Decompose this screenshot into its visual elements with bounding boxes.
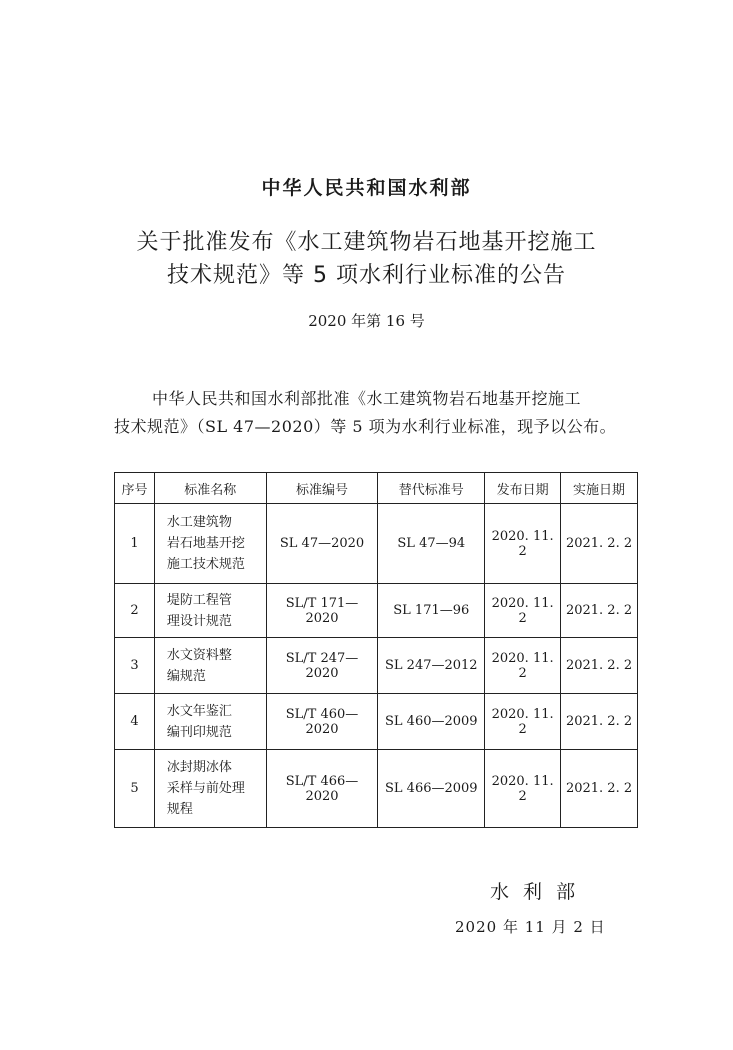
cell-no: 2 (115, 584, 155, 638)
header-code: 标准编号 (266, 473, 378, 504)
table-header-row (115, 473, 638, 504)
name-line: 规程 (166, 802, 193, 817)
name-line: 编规范 (166, 668, 206, 684)
name-line: 采样与前处理 (166, 781, 245, 796)
name-line: 水工建筑物 (166, 515, 232, 530)
issuer-signature: 水 利 部 (490, 881, 580, 903)
cell-code: SL/T 460—2020 (266, 694, 378, 750)
table-row (115, 694, 638, 750)
cell-replaces: SL 460—2009 (378, 694, 485, 750)
cell-replaces: SL 466—2009 (378, 750, 485, 828)
name-line: 理设计规范 (166, 613, 232, 629)
table-row (115, 504, 638, 584)
name-line: 施工技术规范 (166, 557, 245, 572)
header-effective: 实施日期 (561, 473, 638, 504)
name-line: 编刊印规范 (166, 724, 232, 740)
cell-effective: 2021. 2. 2 (561, 584, 638, 638)
cell-no: 5 (115, 750, 155, 828)
name-line: 水文年鉴汇 (166, 703, 232, 719)
cell-replaces: SL 171—96 (378, 584, 485, 638)
name-line: 岩石地基开挖 (166, 536, 245, 551)
header-no: 序号 (115, 473, 155, 504)
cell-name (154, 504, 266, 584)
cell-name (154, 750, 266, 828)
body-paragraph-line-2: 技术规范》（SL 47—2020）等 5 项为水利行业标准，现予以公布。 (114, 417, 617, 436)
cell-published: 2020. 11. 2 (485, 584, 561, 638)
cell-published: 2020. 11. 2 (485, 694, 561, 750)
name-line: 冰封期冰体 (166, 760, 232, 775)
header-replaces: 替代标准号 (378, 473, 485, 504)
cell-effective: 2021. 2. 2 (561, 504, 638, 584)
cell-published: 2020. 11. 2 (485, 504, 561, 584)
cell-code: SL/T 466—2020 (266, 750, 378, 828)
standards-table (114, 472, 638, 828)
cell-no: 1 (115, 504, 155, 584)
issue-date: 2020 年 11 月 2 日 (455, 918, 606, 936)
issuing-agency: 中华人民共和国水利部 (261, 177, 472, 199)
cell-effective: 2021. 2. 2 (561, 750, 638, 828)
cell-name (154, 584, 266, 638)
cell-no: 3 (115, 638, 155, 694)
cell-code: SL 47—2020 (266, 504, 378, 584)
notice-title-line-2: 技术规范》等 5 项水利行业标准的公告 (167, 263, 566, 288)
cell-published: 2020. 11. 2 (485, 638, 561, 694)
table-row (115, 750, 638, 828)
name-line: 堤防工程管 (166, 592, 232, 608)
cell-effective: 2021. 2. 2 (561, 638, 638, 694)
table-row (115, 638, 638, 694)
name-line: 水文资料整 (166, 647, 232, 663)
cell-code: SL/T 171—2020 (266, 584, 378, 638)
document-number: 2020 年第 16 号 (308, 312, 425, 330)
header-published: 发布日期 (485, 473, 561, 504)
cell-replaces: SL 47—94 (378, 504, 485, 584)
cell-name (154, 694, 266, 750)
cell-no: 4 (115, 694, 155, 750)
cell-effective: 2021. 2. 2 (561, 694, 638, 750)
header-name: 标准名称 (154, 473, 266, 504)
cell-name (154, 638, 266, 694)
table-row (115, 584, 638, 638)
notice-title-line-1: 关于批准发布《水工建筑物岩石地基开挖施工 (136, 230, 597, 255)
cell-replaces: SL 247—2012 (378, 638, 485, 694)
body-paragraph-line-1: 中华人民共和国水利部批准《水工建筑物岩石地基开挖施工 (152, 389, 582, 408)
cell-code: SL/T 247—2020 (266, 638, 378, 694)
cell-published: 2020. 11. 2 (485, 750, 561, 828)
